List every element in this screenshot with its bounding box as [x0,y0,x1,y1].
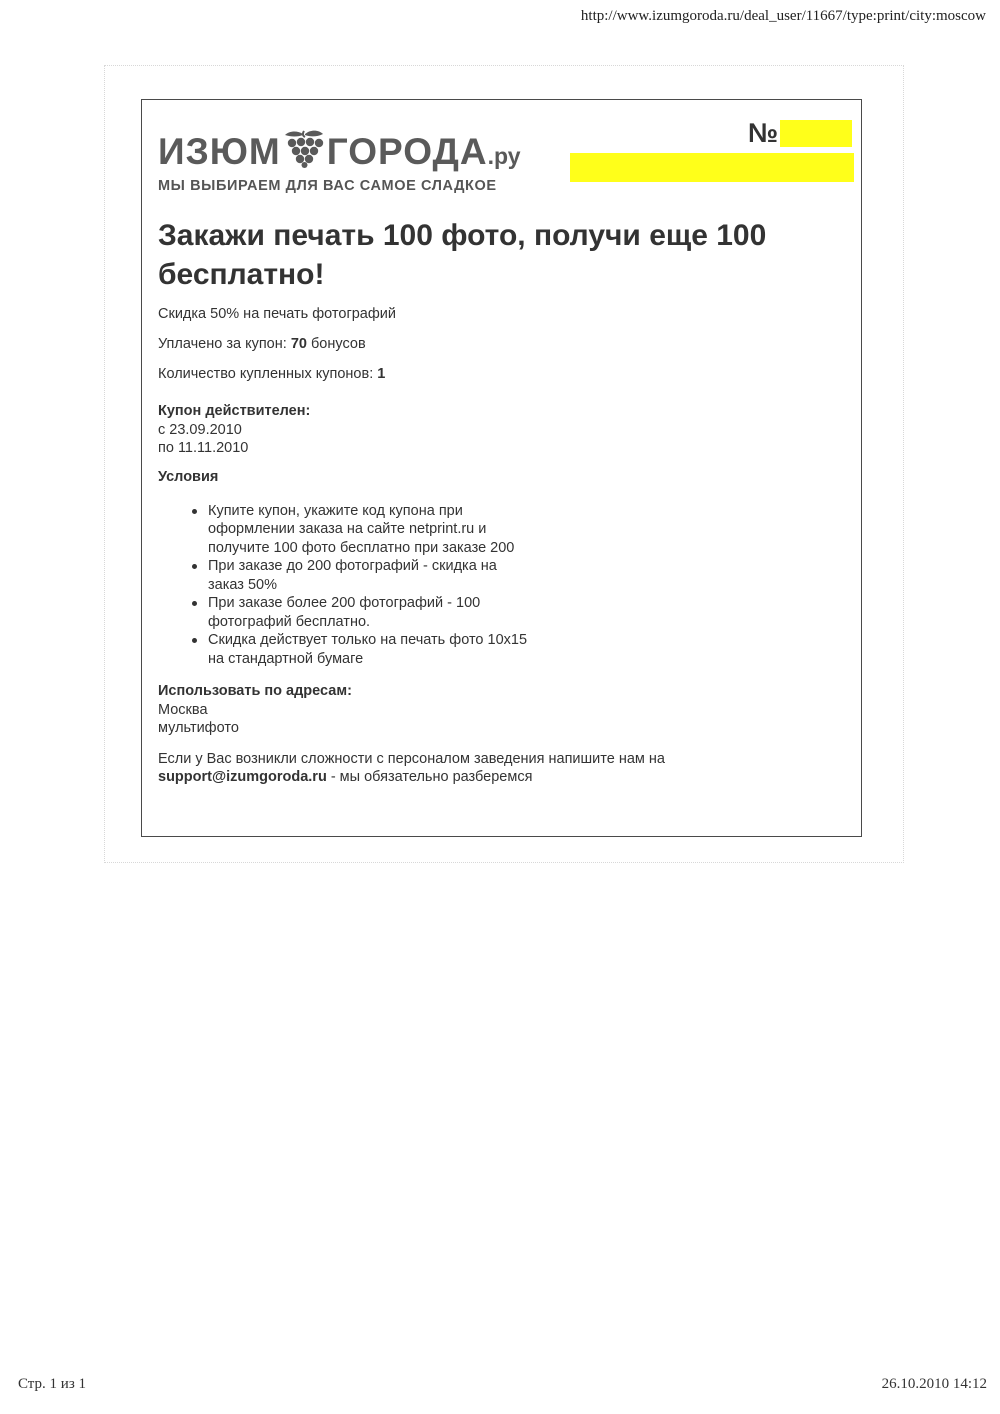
quantity-value: 1 [377,366,386,382]
list-item [208,631,528,668]
coupon-code-redaction [570,153,854,182]
support-line-2 [158,768,848,787]
support-email[interactable]: support@izumgoroda.ru [158,769,327,785]
logo-word-1: ИЗЮМ [158,131,281,172]
condition-text: При заказе до 200 фотографий - скидка на заказ 50% [208,558,497,593]
paid-amount: 70 [290,336,307,352]
condition-text: Купите купон, укажите код купона при оформлении заказа на сайте netprint.ru и получите 100 фото бесплатно при заказе 200 [208,502,515,556]
logo-word-2: ГОРОДА [326,131,488,172]
coupon-number-label: № [748,118,779,148]
coupon-details [158,306,848,787]
bullet-icon [192,509,197,514]
support-block [158,750,848,787]
logo-wordmark [158,128,521,178]
logo-tagline: МЫ ВЫБИРАЕМ ДЛЯ ВАС САМОЕ СЛАДКОЕ [158,178,497,194]
print-header-url: http://www.izumgoroda.ru/deal_user/11667/type:print/city:moscow [580,8,986,24]
print-footer-datetime: 26.10.2010 14:12 [881,1376,987,1392]
conditions-list [158,502,528,669]
coupon-number-redaction [780,120,852,147]
validity-heading: Купон действителен: [158,403,311,419]
paid-label: Уплачено за купон: [158,336,287,352]
discount-line: Скидка 50% на печать фотографий [158,306,397,322]
validity-to: по 11.11.2010 [158,440,249,456]
support-text: Если у Вас возникли сложности с персоналом заведения напишите нам на [158,750,665,767]
logo-suffix: .ру [487,143,521,169]
addresses-block [158,682,848,738]
list-item [208,502,528,558]
condition-text: При заказе более 200 фотографий - 100 фотографий бесплатно. [208,595,481,630]
addresses-heading: Использовать по адресам: [158,683,352,699]
quantity-label: Количество купленных купонов: [158,366,374,382]
list-item [208,594,528,631]
print-footer-page: Стр. 1 из 1 [18,1376,86,1392]
bullet-icon [192,564,197,569]
address-city: Москва [158,701,208,718]
grapes-icon [281,128,327,168]
validity-from: с 23.09.2010 [158,421,242,438]
paid-line [158,336,848,352]
coupon-card [141,99,862,837]
bullet-icon [192,601,197,606]
list-item [208,557,528,594]
site-logo [158,128,521,210]
quantity-line [158,366,848,382]
bullet-icon [192,638,197,643]
paid-unit: бонусов [311,336,366,352]
conditions-heading: Условия [158,468,219,485]
address-place: мультифото [158,720,239,736]
validity-block [158,402,848,458]
deal-title: Закажи печать 100 фото, получи еще 100 бесплатно! [158,219,767,291]
condition-text: Скидка действует только на печать фото 10х15 на стандартной бумаге [208,632,528,667]
support-tail: - мы обязательно разберемся [330,769,533,785]
